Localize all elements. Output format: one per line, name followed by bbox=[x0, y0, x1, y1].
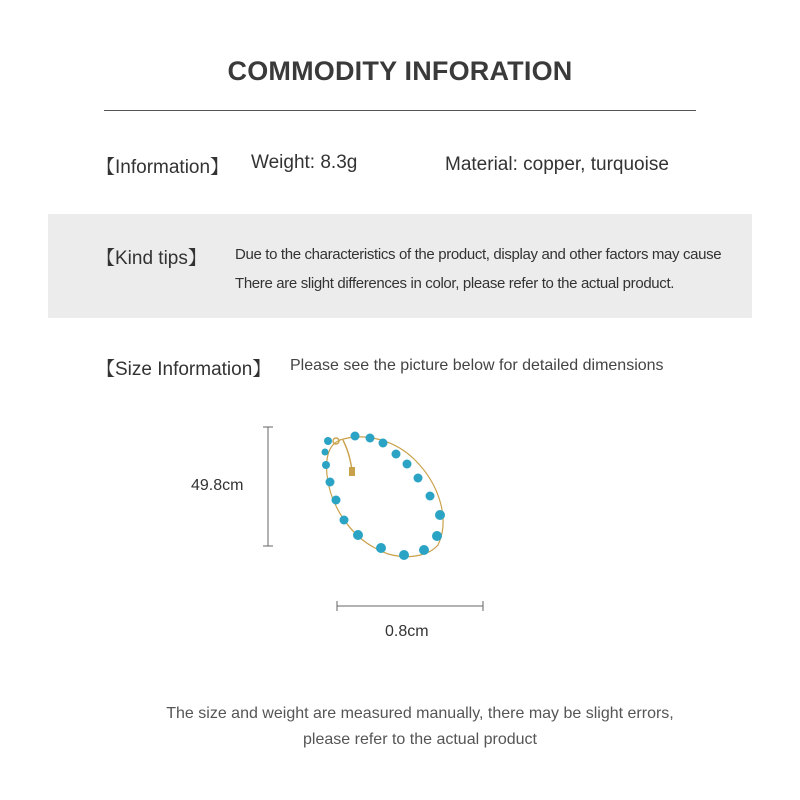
necklace-extender bbox=[343, 440, 352, 470]
necklace-image bbox=[322, 432, 446, 561]
information-label: 【Information】 bbox=[96, 157, 230, 178]
size-information-label: 【Size Information】 bbox=[96, 359, 272, 380]
bead bbox=[326, 478, 335, 487]
material-label: Material: bbox=[445, 154, 518, 175]
width-dimension-label: 0.8cm bbox=[385, 623, 429, 640]
bead bbox=[379, 439, 388, 448]
bead bbox=[366, 434, 375, 443]
bead bbox=[332, 496, 341, 505]
kind-tips-label: 【Kind tips】 bbox=[96, 248, 207, 269]
width-dimension-line bbox=[337, 601, 483, 611]
footer-note-line-2: please refer to the actual product bbox=[303, 731, 537, 748]
bead bbox=[340, 516, 349, 525]
bead bbox=[399, 550, 409, 560]
necklace-tag bbox=[349, 467, 355, 476]
weight-label: Weight: bbox=[251, 152, 316, 173]
bead bbox=[351, 432, 360, 441]
footer-note-line-1: The size and weight are measured manually, there may be slight errors, bbox=[166, 705, 674, 722]
kind-tips-line-2: There are slight differences in color, please refer to the actual product. bbox=[235, 275, 675, 292]
turquoise-beads bbox=[322, 432, 446, 561]
bead bbox=[322, 461, 330, 469]
height-dimension-label: 49.8cm bbox=[191, 477, 244, 494]
bead bbox=[403, 460, 412, 469]
bead bbox=[324, 437, 332, 445]
bead bbox=[432, 531, 442, 541]
bead bbox=[414, 474, 423, 483]
bead bbox=[426, 492, 435, 501]
bead bbox=[376, 543, 386, 553]
page-title: COMMODITY INFORATION bbox=[227, 56, 573, 86]
kind-tips-line-1: Due to the characteristics of the product, display and other factors may cause bbox=[235, 246, 722, 263]
height-dimension-line bbox=[263, 427, 273, 546]
bead bbox=[322, 449, 329, 456]
material-value: copper, turquoise bbox=[523, 154, 669, 175]
size-information-description: Please see the picture below for detailed dimensions bbox=[290, 357, 664, 374]
weight-value: 8.3g bbox=[320, 152, 358, 173]
bead bbox=[435, 510, 445, 520]
bead bbox=[392, 450, 401, 459]
bead bbox=[419, 545, 429, 555]
bead bbox=[353, 530, 363, 540]
